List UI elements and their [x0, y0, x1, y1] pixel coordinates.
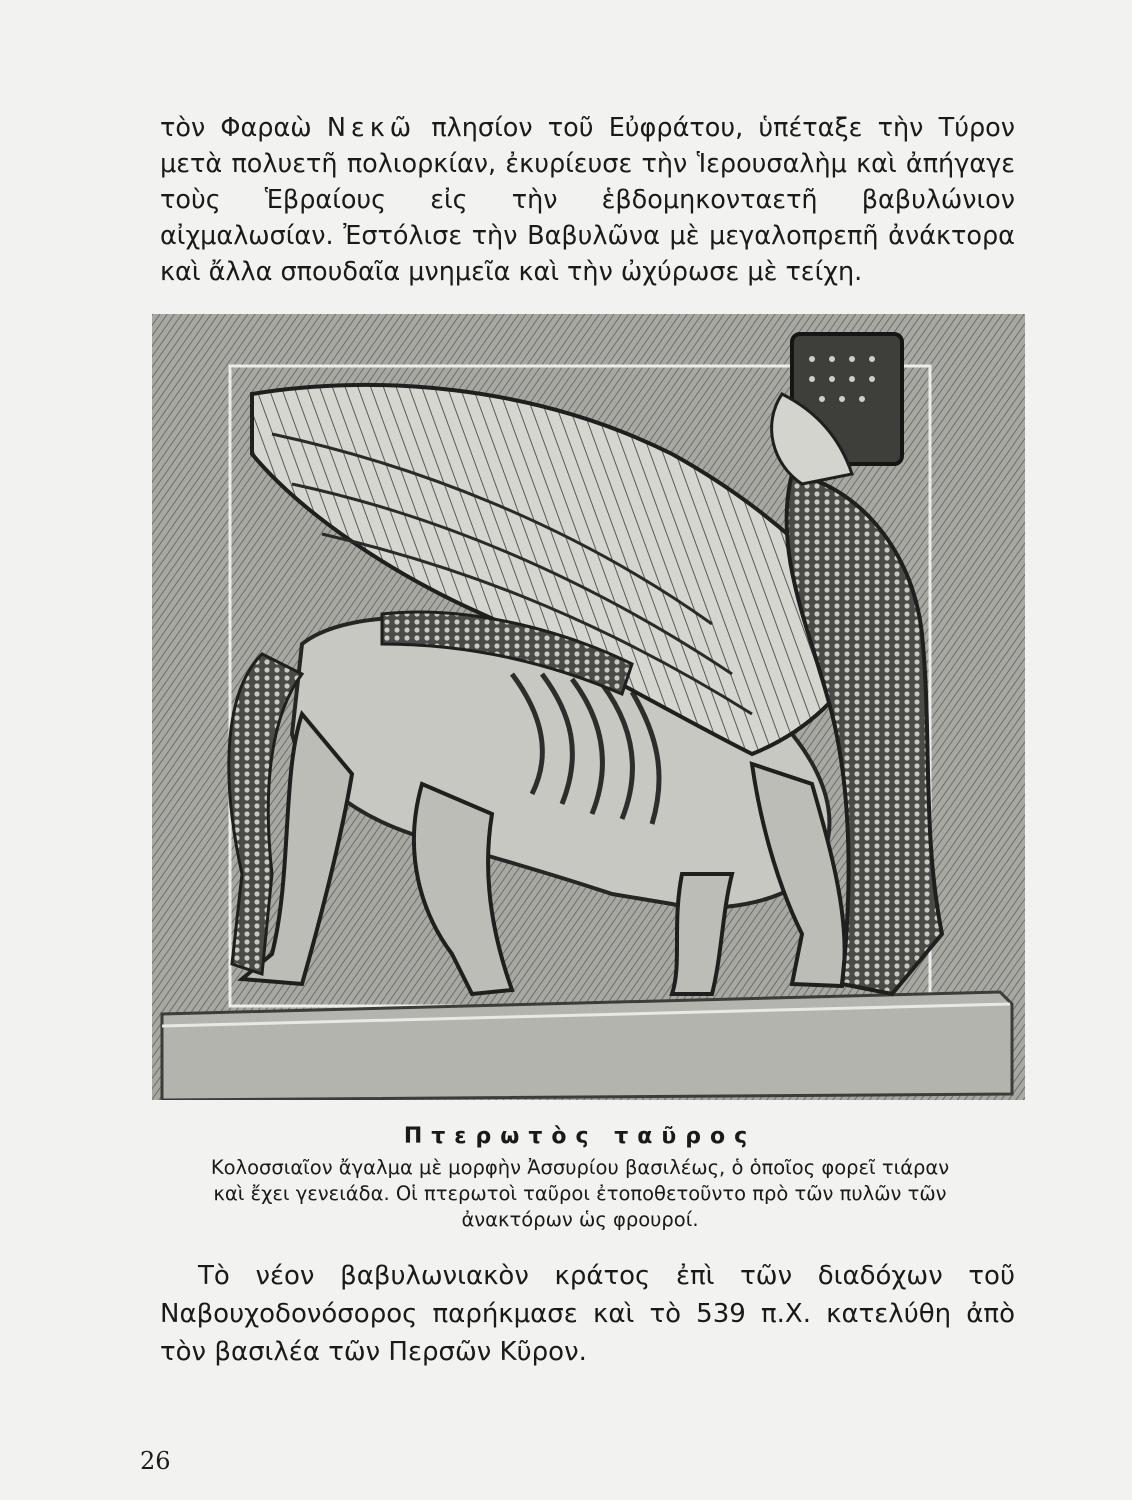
- caption-text: [140, 1155, 1020, 1233]
- paragraph-top-rest: πλησίον τοῦ Εὐφράτου, ὑπέταξε τὴν Τύρον μετὰ πολυετῆ πολιορκίαν, ἐκυρίευσε τὴν Ἱερουσαλὴμ καὶ ἀπήγαγε τοὺς Ἑβραίους εἰς τὴν ἑβδομηκονταετῆ βαβυλώνιον αἰχμαλωσίαν. Ἐστόλισε τὴν Βαβυλῶνα μὲ μεγαλοπρεπῆ ἀνάκτορα καὶ ἄλλα σπουδαῖα μνημεῖα καὶ τὴν ὠχύρωσε μὲ τείχη.: [160, 113, 1015, 287]
- caption-line: Κολοσσιαῖον ἄγαλμα μὲ μορφὴν Ἀσσυρίου βασιλέως, ὁ ὁποῖος φορεῖ τιάραν: [210, 1156, 950, 1179]
- paragraph-top-lead: τὸν Φαραὼ: [160, 113, 327, 143]
- paragraph-bottom: Τὸ νέον βαβυλωνιακὸν κράτος ἐπὶ τῶν διαδόχων τοῦ Ναβουχοδονόσορος παρήκμασε καὶ τὸ 539 π.Χ. κατελύθη ἀπὸ τὸν βασιλέα τῶν Περσῶν Κῦρον.: [160, 1261, 1015, 1367]
- caption-line: ἀνακτόρων ὡς φρουροί.: [461, 1208, 699, 1231]
- winged-bull-illustration: [152, 314, 1025, 1100]
- caption-title: Πτερωτὸς ταῦρος: [403, 1124, 757, 1149]
- pharaoh-name: Νεκῶ: [326, 113, 417, 143]
- caption-line: καὶ ἔχει γενειάδα. Οἱ πτερωτοὶ ταῦροι ἐτοποθετοῦντο πρὸ τῶν πυλῶν τῶν: [213, 1182, 947, 1205]
- page-number: 26: [140, 1447, 171, 1475]
- winged-bull-figure: [152, 314, 1025, 1100]
- paragraph-top: [160, 110, 1015, 290]
